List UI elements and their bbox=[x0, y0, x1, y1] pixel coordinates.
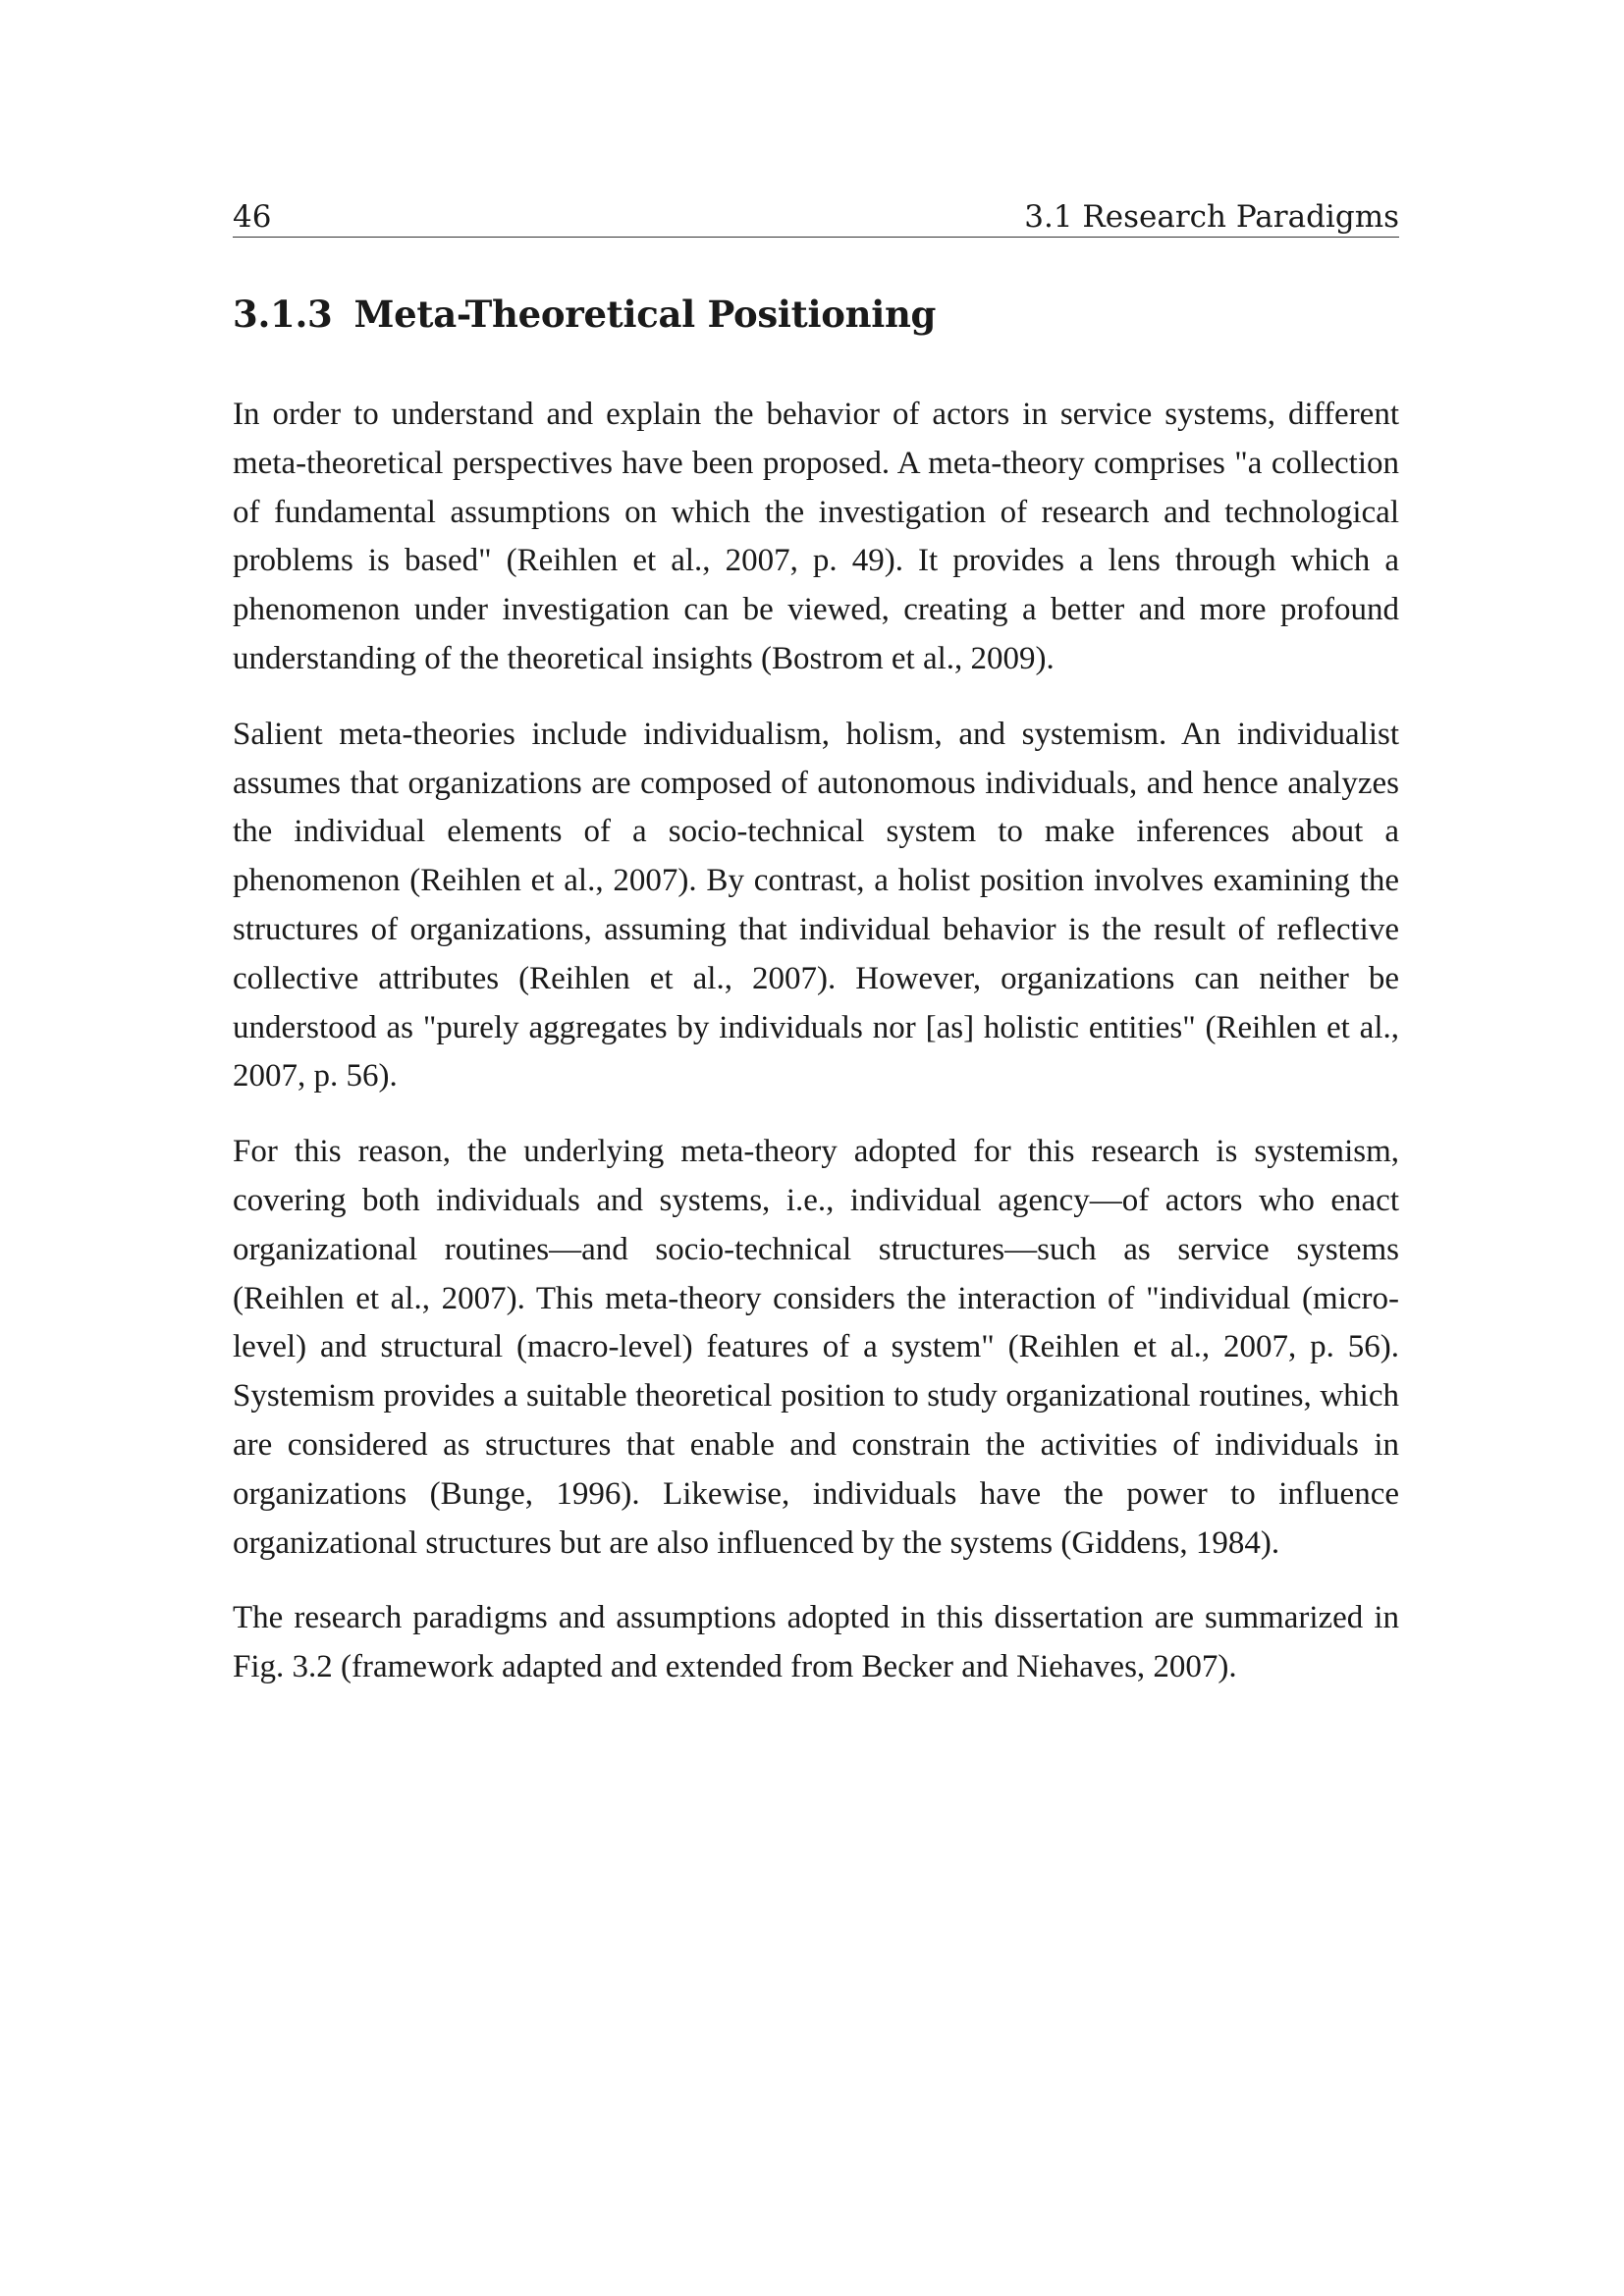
running-title: 3.1 Research Paradigms bbox=[1024, 199, 1399, 235]
section-heading bbox=[233, 291, 936, 338]
paragraph-salient-meta-theories: Salient meta-theories include individualism, holism, and systemism. An individualist assumes that organizations are composed of autonomous individuals, and hence analyzes the individual elements of a socio-technical system to make inferences about a phenomenon (Reihlen et al., 2007). By contrast, a holist position involves examining the structures of organizations, assuming that individual behavior is the result of reflective collective attributes (Reihlen et al., 2007). However, organizations can neither be understood as "purely aggregates by individuals nor [as] holistic entities" (Reihlen et al., 2007, p. 56). bbox=[233, 716, 1399, 1095]
page-number: 46 bbox=[233, 199, 272, 235]
section-number: 3.1.3 bbox=[233, 293, 333, 336]
paragraph-summary: The research paradigms and assumptions adopted in this dissertation are summarized in Fig. 3.2 (framework adapted and extended from Becker and Niehaves, 2007). bbox=[233, 1600, 1399, 1685]
paragraph-meta-theory-definition: In order to understand and explain the behavior of actors in service systems, different meta-theoretical perspectives have been proposed. A meta-theory comprises "a collection of fundamental assumptions on which the investigation of research and technological problems is based" (Reihlen et al., 2007, p. 49). It provides a lens through which a phenomenon under investigation can be viewed, creating a better and more profound understanding of the theoretical insights (Bostrom et al., 2009). bbox=[233, 397, 1399, 676]
section-title: Meta-Theoretical Positioning bbox=[353, 293, 937, 336]
body-text bbox=[233, 391, 1399, 1719]
paragraph-systemism: For this reason, the underlying meta-theory adopted for this research is systemism, covering both individuals and systems, i.e., individual agency—of actors who enact organizational routines—and socio-technical structures—such as service systems (Reihlen et al., 2007). This meta-theory considers the interaction of "individual (micro-level) and structural (macro-level) features of a system" (Reihlen et al., 2007, p. 56). Systemism provides a suitable theoretical position to study organizational routines, which are considered as structures that enable and constrain the activities of individuals in organizations (Bunge, 1996). Likewise, individuals have the power to influence organizational structures but are also influenced by the systems (Giddens, 1984). bbox=[233, 1134, 1399, 1561]
page-header bbox=[233, 192, 1399, 238]
